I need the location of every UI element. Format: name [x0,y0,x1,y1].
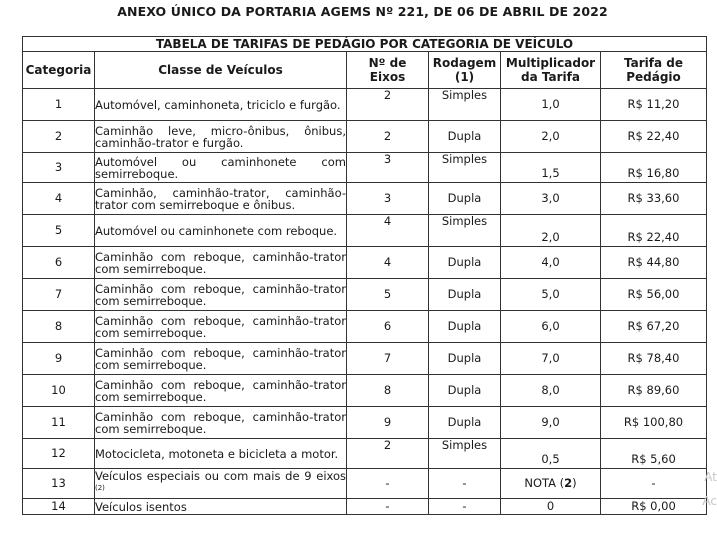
cell-rodagem: Dupla [429,279,501,311]
cell-eixos: 7 [347,343,429,375]
cell-rodagem: Simples [429,89,501,121]
cell-rodagem: Dupla [429,121,501,153]
cell-multiplicador: 2,0 [501,215,601,247]
cell-eixos: 4 [347,215,429,247]
cell-categoria: 5 [23,215,95,247]
table-row [23,183,707,215]
cell-tarifa: R$ 11,20 [601,89,707,121]
cell-eixos: 5 [347,279,429,311]
cell-eixos: 8 [347,375,429,407]
cell-multiplicador [501,469,601,499]
cell-tarifa: R$ 33,60 [601,183,707,215]
cell-tarifa: R$ 0,00 [601,499,707,515]
cell-rodagem: Dupla [429,375,501,407]
footnote-marker: (2) [95,484,105,493]
cell-tarifa: R$ 67,20 [601,311,707,343]
cell-categoria: 1 [23,89,95,121]
cell-multiplicador: 5,0 [501,279,601,311]
cell-multiplicador: 0 [501,499,601,515]
cell-rodagem: - [429,469,501,499]
cell-tarifa: R$ 22,40 [601,121,707,153]
cell-eixos: 2 [347,121,429,153]
cell-categoria: 12 [23,439,95,469]
cell-classe-text: Veículos especiais ou com mais de 9 eixos [95,469,346,484]
table-row [23,499,707,515]
cell-multiplicador: 4,0 [501,247,601,279]
table-row [23,121,707,153]
header-rodagem: Rodagem (1) [429,52,501,89]
cell-eixos: 6 [347,311,429,343]
overlay-text-2: Ac [702,494,717,508]
nota-suffix: ) [572,476,577,491]
cell-classe: Caminhão com reboque, caminhão-trator com semirreboque. [95,375,347,407]
cell-eixos: - [347,469,429,499]
cell-categoria: 10 [23,375,95,407]
document-title: ANEXO ÚNICO DA PORTARIA AGEMS Nº 221, DE 06 DE ABRIL DE 2022 [117,4,608,19]
header-tarifa: Tarifa de Pedágio [601,52,707,89]
cell-tarifa: R$ 78,40 [601,343,707,375]
table-row [23,247,707,279]
cell-rodagem: Simples [429,215,501,247]
cell-categoria: 8 [23,311,95,343]
table-row [23,215,707,247]
table-row [23,279,707,311]
cell-rodagem: Dupla [429,311,501,343]
cell-multiplicador: 3,0 [501,183,601,215]
header-multiplicador: Multiplicador da Tarifa [501,52,601,89]
header-classe: Classe de Veículos [95,52,347,89]
cell-rodagem: Dupla [429,247,501,279]
cell-categoria: 11 [23,407,95,439]
cell-categoria: 2 [23,121,95,153]
cell-rodagem: Simples [429,153,501,183]
table-row [23,343,707,375]
header-categoria: Categoria [23,52,95,89]
table-row [23,375,707,407]
cell-eixos: - [347,499,429,515]
table-row [23,439,707,469]
cell-eixos: 9 [347,407,429,439]
cell-categoria: 9 [23,343,95,375]
cell-classe: Automóvel, caminhoneta, triciclo e furgão. [95,89,347,121]
cell-tarifa: R$ 100,80 [601,407,707,439]
cell-tarifa: R$ 16,80 [601,153,707,183]
cell-multiplicador: 9,0 [501,407,601,439]
cell-multiplicador: 8,0 [501,375,601,407]
table-row [23,89,707,121]
cell-eixos: 4 [347,247,429,279]
cell-classe: Automóvel ou caminhonete com semirreboque. [95,154,346,181]
table-row [23,469,707,499]
cell-classe: Caminhão com reboque, caminhão-trator com semirreboque. [95,279,347,311]
cell-categoria: 3 [23,153,95,183]
header-eixos: Nº de Eixos [347,52,429,89]
table-row [23,407,707,439]
cell-classe: Automóvel ou caminhonete com reboque. [95,215,347,247]
cell-classe [95,469,347,499]
cell-multiplicador: 1,0 [501,89,601,121]
cell-classe: Motocicleta, motoneta e bicicleta a motor. [95,439,347,469]
overlay-text-1: At [704,470,717,484]
cell-tarifa: R$ 5,60 [601,439,707,469]
cell-categoria: 6 [23,247,95,279]
cell-eixos: 3 [347,183,429,215]
cell-rodagem: Dupla [429,183,501,215]
cell-multiplicador: 6,0 [501,311,601,343]
cell-tarifa: R$ 22,40 [601,215,707,247]
table-header-row [23,52,707,89]
cell-tarifa: R$ 44,80 [601,247,707,279]
cell-multiplicador: 7,0 [501,343,601,375]
cell-categoria: 4 [23,183,95,215]
cell-classe: Caminhão com reboque, caminhão-trator com semirreboque. [95,407,347,439]
cell-eixos: 3 [347,153,429,183]
cell-categoria: 14 [23,499,95,515]
cell-classe: Veículos isentos [95,499,347,515]
cell-tarifa: R$ 56,00 [601,279,707,311]
cell-rodagem: Dupla [429,343,501,375]
cell-rodagem: Dupla [429,407,501,439]
cell-rodagem: - [429,499,501,515]
cell-eixos: 2 [347,439,429,469]
cell-classe: Caminhão leve, micro-ônibus, ônibus, caminhão-trator e furgão. [95,121,347,153]
cell-categoria: 13 [23,469,95,499]
cell-multiplicador: 0,5 [501,439,601,469]
cell-multiplicador: 2,0 [501,121,601,153]
cell-classe: Caminhão com reboque, caminhão-trator com semirreboque. [95,343,347,375]
table-row [23,311,707,343]
table-title: TABELA DE TARIFAS DE PEDÁGIO POR CATEGORIA DE VEÍCULO [23,37,707,52]
cell-eixos: 2 [347,89,429,121]
nota-prefix: NOTA ( [524,476,565,491]
table-row [23,153,707,183]
cell-classe: Caminhão com reboque, caminhão-trator com semirreboque. [95,247,347,279]
cell-rodagem: Simples [429,439,501,469]
cell-categoria: 7 [23,279,95,311]
cell-classe: Caminhão, caminhão-trator, caminhão-trator com semirreboque e ônibus. [95,183,347,215]
toll-rates-table [22,36,707,515]
nota-number: 2 [564,476,573,491]
cell-classe: Caminhão com reboque, caminhão-trator com semirreboque. [95,311,347,343]
cell-multiplicador: 1,5 [501,153,601,183]
cell-tarifa: - [601,469,707,499]
cell-tarifa: R$ 89,60 [601,375,707,407]
